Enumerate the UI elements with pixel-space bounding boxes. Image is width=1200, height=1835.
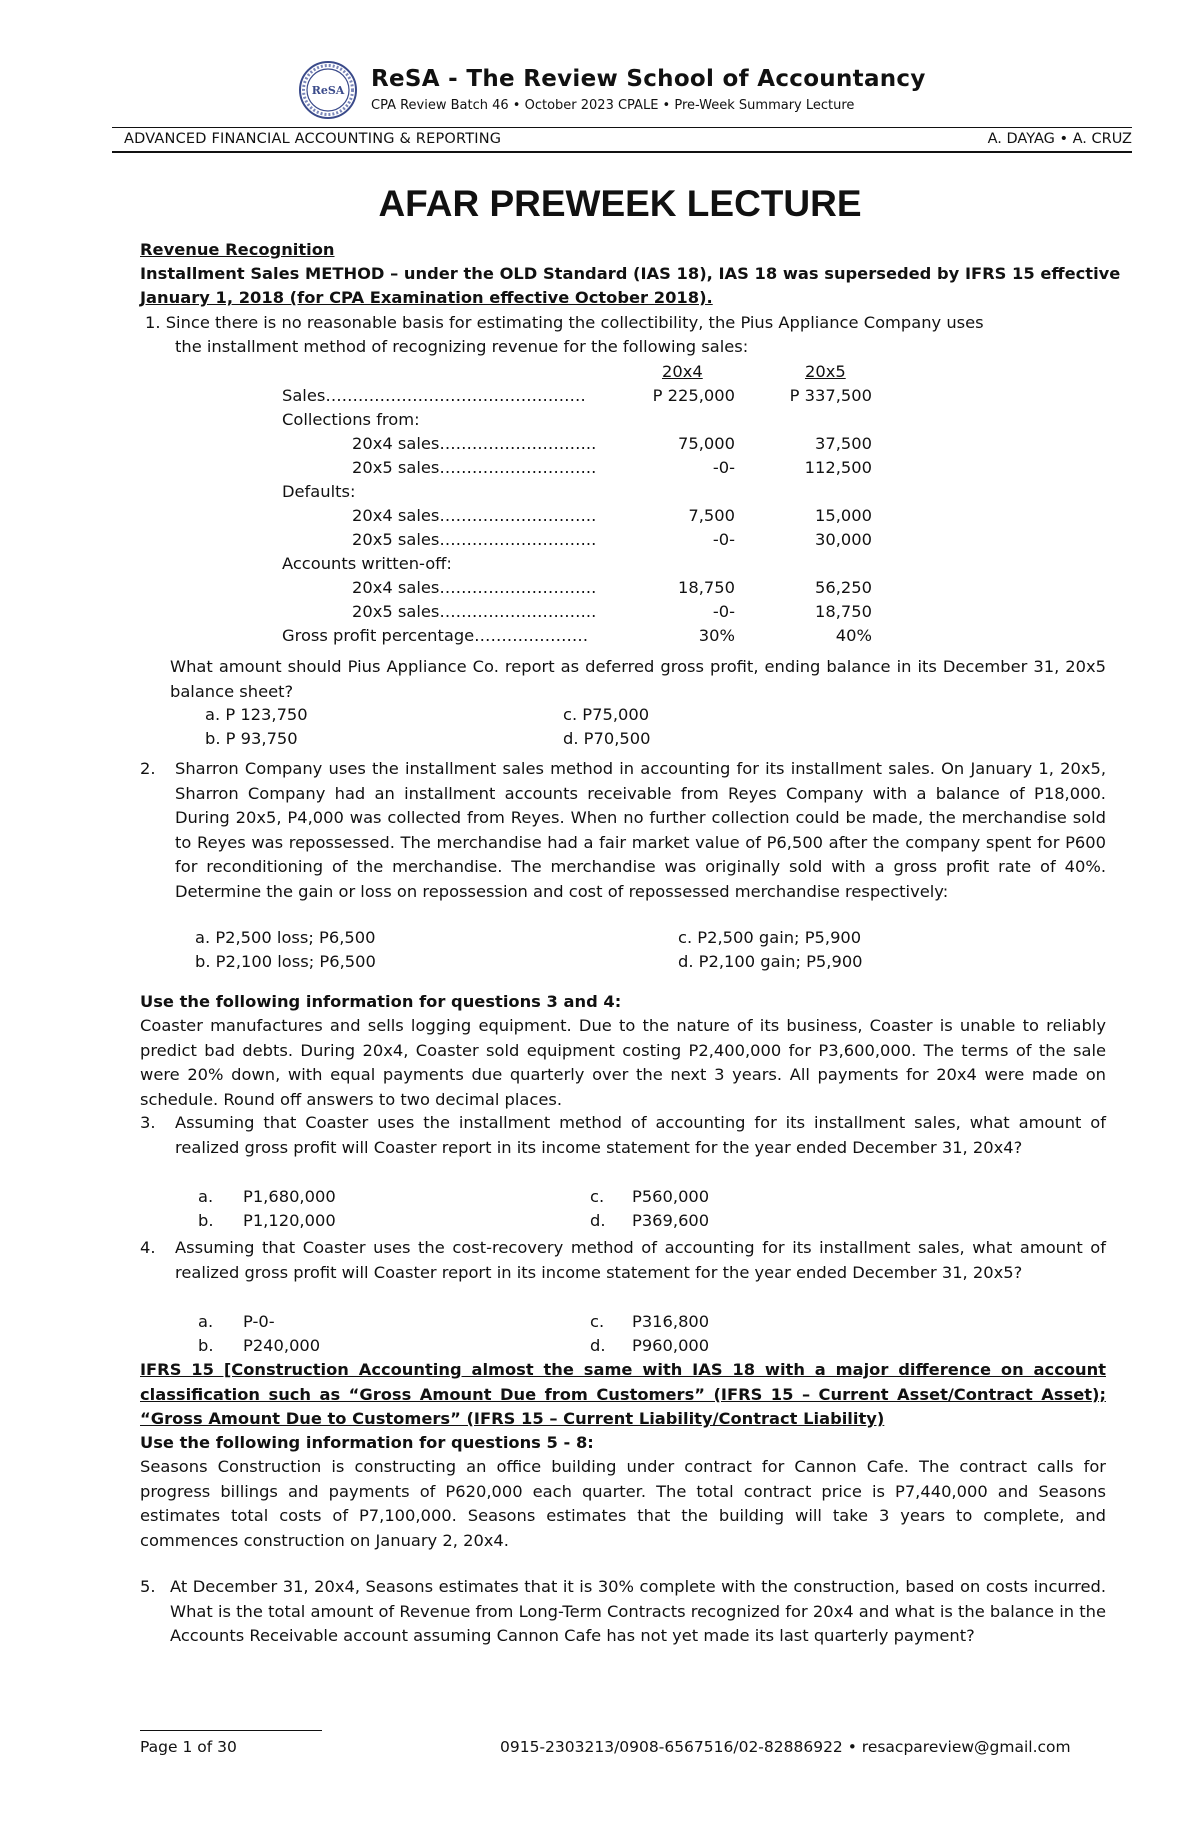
table-cell-20x4 <box>620 408 735 432</box>
page-title: AFAR PREWEEK LECTURE <box>378 183 862 224</box>
q4-choice-b: P240,000 <box>243 1336 321 1355</box>
q2-choice-a: a. P2,500 loss; P6,500 <box>195 928 376 947</box>
batch-line: CPA Review Batch 46 • October 2023 CPALE • Pre-Week Summary Lecture <box>371 98 855 113</box>
page-number: Page 1 of 30 <box>140 1738 237 1756</box>
table-cell-20x5 <box>760 552 872 576</box>
table-cell-20x4: 75,000 <box>678 434 735 453</box>
q3-choice-b: P1,120,000 <box>243 1211 336 1230</box>
table-row-label: 20x4 sales……………………….. <box>352 506 597 525</box>
table-cell-20x5: 18,750 <box>815 602 872 621</box>
table-row-label: 20x5 sales……………………….. <box>352 530 597 549</box>
table-cell-20x5: 15,000 <box>815 506 872 525</box>
table-cell-20x4: -0- <box>712 530 735 549</box>
table-row-label: Accounts written-off: <box>282 554 452 573</box>
q1-choice-b: b. P 93,750 <box>205 729 298 748</box>
col-header-20x4: 20x4 <box>662 362 703 381</box>
q1-choice-c: c. P75,000 <box>563 705 650 724</box>
q5-text: At December 31, 20x4, Seasons estimates that it is 30% complete with the construction, based on costs incurred. What is the total amount of Revenue from Long-Term Contracts recognized for 20x4 and what is the balance in the Accounts Receivable account assuming Cannon Cafe has not yet made its last quarterly payment? <box>170 1577 1106 1645</box>
table-row-label: 20x4 sales……………………….. <box>352 434 597 453</box>
q2-choice-b: b. P2,100 loss; P6,500 <box>195 952 376 971</box>
table-cell-20x5 <box>760 480 872 504</box>
section-subheading-line2: January 1, 2018 (for CPA Examination effective October 2018). <box>140 288 713 307</box>
q3-number: 3. <box>140 1113 156 1132</box>
q1-text-line1: 1. Since there is no reasonable basis for estimating the collectibility, the Pius Appliance Company uses <box>145 313 984 332</box>
q4-choice-b-letter: b. <box>198 1336 214 1355</box>
table-row-label: Collections from: <box>282 410 420 429</box>
header-rule-bottom <box>112 151 1132 153</box>
table-cell-20x5 <box>760 408 872 432</box>
q3-choice-c-letter: c. <box>590 1187 605 1206</box>
q2-text: Sharron Company uses the installment sales method in accounting for its installment sales. On January 1, 20x5, Sharron Company had an installment accounts receivable from Reyes Company with a balance of P18,000. During 20x5, P4,000 was collected from Reyes. When no further collection could be made, the merchandise sold to Reyes was repossessed. The merchandise had a fair market value of P6,500 after the company spent for P600 for reconditioning of the merchandise. The merchandise was originally sold with a gross profit rate of 40%. Determine the gain or loss on repossession and cost of repossessed merchandise respectively: <box>175 759 1106 901</box>
table-cell-20x4: -0- <box>712 602 735 621</box>
q3-text: Assuming that Coaster uses the installment method of accounting for its installment sales, what amount of realized gross profit will Coaster report in its income statement for the year ended December 31, 20x4? <box>175 1113 1106 1157</box>
table-row-label: 20x5 sales……………………….. <box>352 602 597 621</box>
table-cell-20x5: 56,250 <box>815 578 872 597</box>
q5-8-info: Seasons Construction is constructing an office building under contract for Cannon Cafe. The contract calls for progress billings and payments of P620,000 each quarter. The total contract price is P7,440,000 and Seasons estimates total costs of P7,100,000. Seasons estimates that the building will take 3 years to complete, and commences construction on January 2, 20x4. <box>140 1457 1106 1550</box>
table-row-label: Defaults: <box>282 482 356 501</box>
q5-number: 5. <box>140 1577 156 1596</box>
table-cell-20x4: 18,750 <box>678 578 735 597</box>
q4-choice-c-letter: c. <box>590 1312 605 1331</box>
header-rule-top <box>112 127 1132 128</box>
table-cell-20x4: 30% <box>698 626 735 645</box>
ifrs15-heading: IFRS 15 [Construction Accounting almost the same with IAS 18 with a major difference on account classification such as “Gross Amount Due from Customers” (IFRS 15 – Current Asset/Contract Asset); “Gross Amount Due to Customers” (IFRS 15 – Current Liability/Contract Liability) <box>140 1360 1106 1428</box>
q4-choice-a: P-0- <box>243 1312 275 1331</box>
q1-question: What amount should Pius Appliance Co. report as deferred gross profit, ending balance in its December 31, 20x5 balance sheet? <box>170 657 1106 701</box>
q1-choice-d: d. P70,500 <box>563 729 651 748</box>
q3-choice-d-letter: d. <box>590 1211 606 1230</box>
q4-choice-a-letter: a. <box>198 1312 214 1331</box>
col-header-20x5: 20x5 <box>805 362 846 381</box>
table-cell-20x4 <box>620 552 735 576</box>
table-cell-20x4: -0- <box>712 458 735 477</box>
q3-choice-a-letter: a. <box>198 1187 214 1206</box>
resa-logo-seal <box>298 60 358 120</box>
table-cell-20x5: 112,500 <box>804 458 872 477</box>
table-cell-20x4: 7,500 <box>688 506 735 525</box>
q2-choice-c: c. P2,500 gain; P5,900 <box>678 928 862 947</box>
q3-choice-b-letter: b. <box>198 1211 214 1230</box>
table-cell-20x5: P 337,500 <box>789 386 872 405</box>
table-cell-20x4: P 225,000 <box>652 386 735 405</box>
authors: A. DAYAG • A. CRUZ <box>987 131 1132 147</box>
table-cell-20x5: 40% <box>835 626 872 645</box>
table-cell-20x4 <box>620 480 735 504</box>
q4-choice-d: P960,000 <box>632 1336 710 1355</box>
q1-choice-a: a. P 123,750 <box>205 705 308 724</box>
table-row-label: Sales………………………………………… <box>282 386 586 405</box>
q3-choice-d: P369,600 <box>632 1211 710 1230</box>
svg-text:ReSA: ReSA <box>311 84 345 97</box>
q5-8-heading: Use the following information for questions 5 - 8: <box>140 1433 594 1452</box>
table-row-label: 20x4 sales……………………….. <box>352 578 597 597</box>
table-cell-20x5: 37,500 <box>815 434 872 453</box>
table-row-label: Gross profit percentage………………… <box>282 626 589 645</box>
table-cell-20x5: 30,000 <box>815 530 872 549</box>
footer-rule <box>140 1730 322 1731</box>
section-subheading-line1: Installment Sales METHOD – under the OLD Standard (IAS 18), IAS 18 was superseded by IFRS 15 effective <box>140 264 1121 283</box>
q2-choice-d: d. P2,100 gain; P5,900 <box>678 952 863 971</box>
q3-4-info: Coaster manufactures and sells logging equipment. Due to the nature of its business, Coaster is unable to reliably predict bad debts. During 20x4, Coaster sold equipment costing P2,400,000 for P3,600,000. The terms of the sale were 20% down, with equal payments due quarterly over the next 3 years. All payments for 20x4 were made on schedule. Round off answers to two decimal places. <box>140 1016 1106 1109</box>
q4-number: 4. <box>140 1238 156 1257</box>
q1-text-line2: the installment method of recognizing revenue for the following sales: <box>175 337 749 356</box>
contact-line: 0915-2303213/0908-6567516/02-82886922 • resacpareview@gmail.com <box>500 1738 1071 1756</box>
q3-choice-a: P1,680,000 <box>243 1187 336 1206</box>
q4-text: Assuming that Coaster uses the cost-recovery method of accounting for its installment sales, what amount of realized gross profit will Coaster report in its income statement for the year ended December 31, 20x5? <box>175 1238 1106 1282</box>
q4-choice-c: P316,800 <box>632 1312 710 1331</box>
q4-choice-d-letter: d. <box>590 1336 606 1355</box>
course-title: ADVANCED FINANCIAL ACCOUNTING & REPORTING <box>124 131 502 147</box>
q3-choice-c: P560,000 <box>632 1187 710 1206</box>
table-row-label: 20x5 sales……………………….. <box>352 458 597 477</box>
letterhead <box>298 60 998 124</box>
q3-4-heading: Use the following information for questions 3 and 4: <box>140 992 622 1011</box>
school-name: ReSA - The Review School of Accountancy <box>371 66 926 92</box>
q2-number: 2. <box>140 759 156 778</box>
section-heading: Revenue Recognition <box>140 240 335 259</box>
